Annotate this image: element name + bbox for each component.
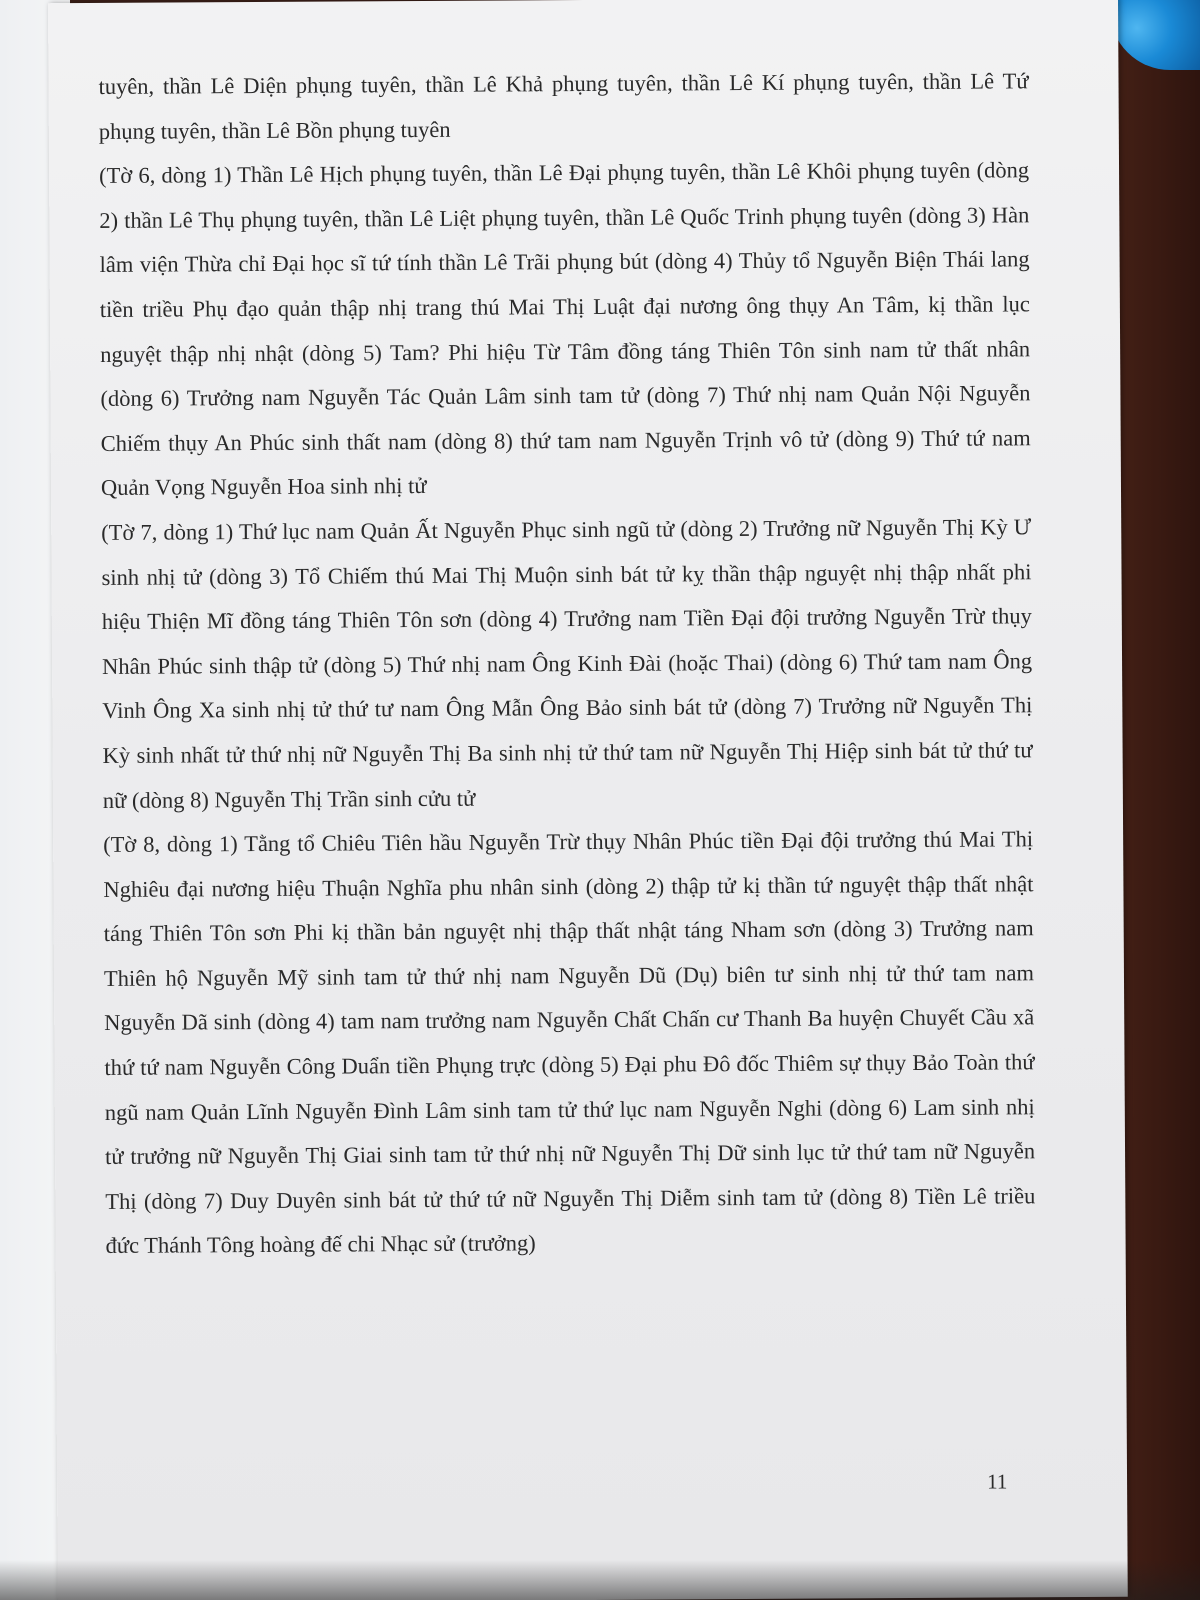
paragraph-4: (Tờ 8, dòng 1) Tằng tổ Chiêu Tiên hầu Nguyễn Trừ thụy Nhân Phúc tiền Đại đội trưởng thú Mai Thị Nghiêu đại nương hiệu Thuận Nghĩa phu nhân sinh (dòng 2) thập tử kị thần tứ nguyệt thập thất nhật táng Thiên Tôn sơn Phi kị thần bản nguyệt nhị thập thất nhật táng Nham sơn (dòng 3) Trưởng nam Thiên hộ Nguyễn Mỹ sinh tam tử thứ nhị nam Nguyễn Dũ (Dụ) biên tư sinh nhị tử thứ tam nam Nguyễn Dã sinh (dòng 4) tam nam trưởng nam Nguyễn Chất Chấn cư Thanh Ba huyện Chuyết Cầu xã thứ tứ nam Nguyễn Công Duẩn tiền Phụng trực (dòng 5) Đại phu Đô đốc Thiêm sự thụy Bảo Toàn thứ ngũ nam Quản Lĩnh Nguyễn Đình Lâm sinh tam tử thứ lục nam Nguyễn Nghi (dòng 6) Lam sinh nhị tử trưởng nữ Nguyễn Thị Giai sinh tam tử thứ nhị nữ Nguyễn Thị Dữ sinh lục tử thứ tam nữ Nguyễn Thị (dòng 7) Duy Duyên sinh bát tử thứ tứ nữ Nguyễn Thị Diễm sinh tam tử (dòng 8) Tiền Lê triều đức Thánh Tông hoàng đế chi Nhạc sử (trưởng) [103,826,1036,1259]
paragraph-2: (Tờ 6, dòng 1) Thần Lê Hịch phụng tuyên, thần Lê Đại phụng tuyên, thần Lê Khôi phụng tuyên (dòng 2) thần Lê Thụ phụng tuyên, thần Lê Liệt phụng tuyên, thần Lê Quốc Trinh phụng tuyên (dòng 3) Hàn lâm viện Thừa chỉ Đại học sĩ tứ tính thần Lê Trãi phụng bút (dòng 4) Thủy tổ Nguyễn Biện Thái lang tiền triều Phụ đạo quản thập nhị trang thú Mai Thị Luật đại nương ông thụy An Tâm, kị thần lục nguyệt thập nhị nhật (dòng 5) Tam? Phi hiệu Từ Tâm đồng táng Thiên Tôn sinh nam tử thất nhân (dòng 6) Trưởng nam Nguyễn Tác Quản Lâm sinh tam tử (dòng 7) Thứ nhị nam Quản Nội Nguyễn Chiếm thụy An Phúc sinh thất nam (dòng 8) thứ tam nam Nguyễn Trịnh vô tử (dòng 9) Thứ tứ nam Quản Vọng Nguyễn Hoa sinh nhị tử [98,157,1031,501]
page-number: 11 [986,1469,1008,1494]
body-text [98,59,1035,1269]
document-page [48,0,1128,1600]
bottom-shadow [0,1560,1200,1600]
paragraph-3: (Tờ 7, dòng 1) Thứ lục nam Quản Ất Nguyễn Phục sinh ngũ tử (dòng 2) Trưởng nữ Nguyễn Thị Kỳ Ư sinh nhị tử (dòng 3) Tổ Chiếm thú Mai Thị Muộn sinh bát tử kỵ thần thập nguyệt nhị thập nhất phi hiệu Thiện Mĩ đồng táng Thiên Tôn sơn (dòng 4) Trưởng nam Tiền Đại đội trưởng Nguyễn Trừ thụy Nhân Phúc sinh thập tử (dòng 5) Thứ nhị nam Ông Kinh Đài (hoặc Thai) (dòng 6) Thứ tam nam Ông Vinh Ông Xa sinh nhị tử thứ tư nam Ông Mẫn Ông Bảo sinh bát tử (dòng 7) Trưởng nữ Nguyễn Thị Kỳ sinh nhất tử thứ nhị nữ Nguyễn Thị Ba sinh nhị tử thứ tam nữ Nguyễn Thị Hiệp sinh bát tử thứ tư nữ (dòng 8) Nguyễn Thị Trần sinh cửu tử [101,514,1033,813]
paragraph-1: tuyên, thần Lê Diện phụng tuyên, thần Lê Khả phụng tuyên, thần Lê Kí phụng tuyên, thần Lê Tứ phụng tuyên, thần Lê Bồn phụng tuyên [98,68,1029,144]
